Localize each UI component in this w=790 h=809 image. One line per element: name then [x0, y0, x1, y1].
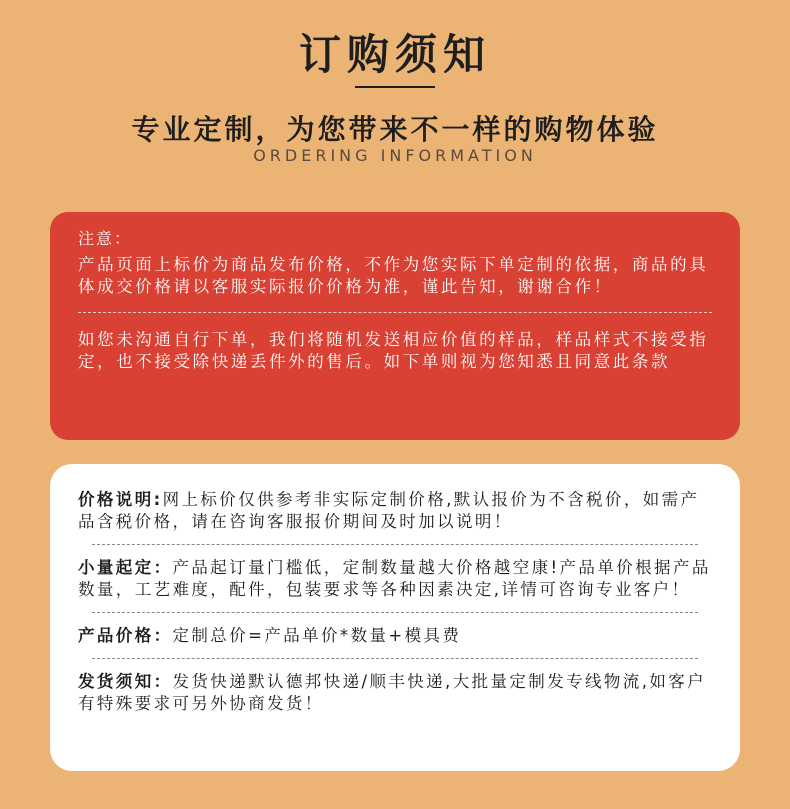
info-item-price-note [78, 489, 712, 533]
info-item-title: 产品价格： [78, 626, 173, 645]
page-subtitle-english: ORDERING INFORMATION [253, 146, 537, 165]
info-item-text: 产品起订量门槛低，定制数量越大价格越空康!产品单价根据产品数量，工艺难度，配件，包装要求等各种因素决定,详情可咨询专业客户！ [78, 558, 711, 599]
info-item-min-order [78, 557, 712, 601]
notice-divider [78, 312, 712, 313]
info-item-text: 网上标价仅供参考非实际定制价格,默认报价为不含税价，如需产品含税价格，请在咨询客服报价期间及时加以说明！ [78, 490, 700, 531]
info-item-product-price [78, 625, 712, 647]
info-divider [92, 612, 698, 613]
info-item-shipping [78, 671, 712, 715]
info-card [50, 464, 740, 771]
notice-label: 注意： [78, 229, 133, 248]
notice-card [50, 212, 740, 440]
info-item-text: 发货快递默认德邦快递/顺丰快递,大批量定制发专线物流,如客户有特殊要求可另外协商发货！ [78, 672, 707, 713]
title-underline [355, 86, 435, 88]
info-item-title: 发货须知： [78, 672, 173, 691]
page-title: 订购须知 [298, 30, 491, 79]
page-subtitle: 专业定制，为您带来不一样的购物体验 [131, 113, 659, 146]
info-item-title: 小量起定： [78, 558, 173, 577]
notice-paragraph-sample: 如您未沟通自行下单，我们将随机发送相应价值的样品，样品样式不接受指定，也不接受除快递丢件外的售后。如下单则视为您知悉且同意此条款 [78, 330, 709, 371]
notice-paragraph-price: 产品页面上标价为商品发布价格，不作为您实际下单定制的依据，商品的具体成交价格请以客服实际报价价格为准，谨此告知，谢谢合作！ [78, 255, 709, 296]
info-divider [92, 544, 698, 545]
info-item-text: 定制总价=产品单价*数量+模具费 [172, 626, 462, 645]
info-divider [92, 658, 698, 659]
info-item-title: 价格说明: [78, 490, 163, 509]
